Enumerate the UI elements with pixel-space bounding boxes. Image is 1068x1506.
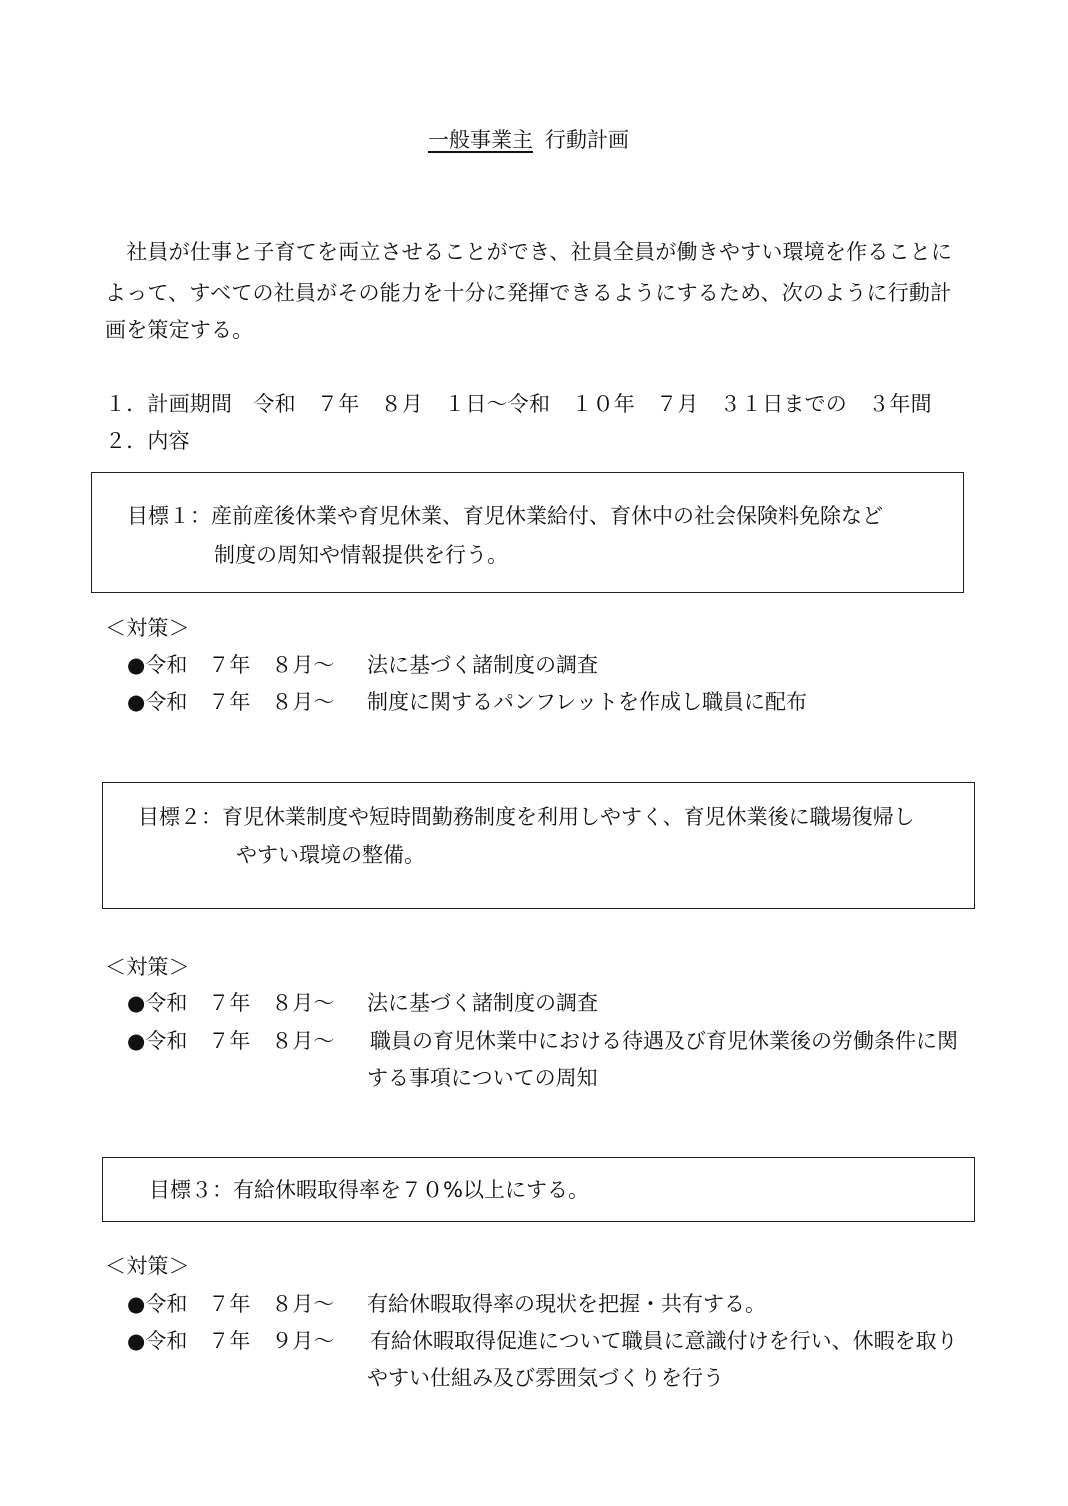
goal-box [102, 782, 975, 909]
goal-line: 目標２：育児休業制度や短時間勤務制度を利用しやすく、育児休業後に職場復帰し [138, 805, 915, 829]
intro-line: 画を策定する。 [105, 318, 254, 342]
measure-text: やすい仕組み及び雰囲気づくりを行う [367, 1366, 724, 1390]
measure-date: ●令和 ７年 ９月～ [127, 1329, 335, 1353]
goal-line: 目標１：産前産後休業や育児休業、育児休業給付、育休中の社会保険料免除など [127, 504, 883, 528]
measure-text: 法に基づく諸制度の調査 [367, 991, 598, 1015]
measure-date: ●令和 ７年 ８月～ [127, 1029, 335, 1053]
measures-heading: ＜対策＞ [105, 1254, 190, 1278]
measure-date: ●令和 ７年 ８月～ [127, 1292, 335, 1316]
content-heading: ２．内容 [105, 429, 190, 453]
measure-text: 有給休暇取得促進について職員に意識付けを行い、休暇を取り [370, 1329, 958, 1353]
measure-date: ●令和 ７年 ８月～ [127, 690, 335, 714]
measure-text: 制度に関するパンフレットを作成し職員に配布 [367, 690, 807, 714]
intro-line: よって、すべての社員がその能力を十分に発揮できるようにするため、次のように行動計 [105, 281, 952, 305]
measure-text: 職員の育児休業中における待遇及び育児休業後の労働条件に関 [370, 1029, 958, 1053]
page-title [428, 130, 629, 151]
measure-text: する事項についての周知 [367, 1066, 598, 1090]
goal-line: 制度の周知や情報提供を行う。 [214, 543, 508, 567]
intro-line: 社員が仕事と子育てを両立させることができ、社員全員が働きやすい環境を作ることに [105, 240, 953, 264]
measure-text: 有給休暇取得率の現状を把握・共有する。 [367, 1292, 766, 1316]
measures-heading: ＜対策＞ [105, 616, 190, 640]
measures-heading: ＜対策＞ [105, 955, 190, 979]
plan-period: １．計画期間 令和 ７年 ８月 １日～令和 １０年 ７月 ３１日までの ３年間 [105, 392, 932, 416]
title-underlined: 一般事業主 [428, 128, 533, 152]
goal-line: 目標３：有給休暇取得率を７０%以上にする。 [149, 1178, 589, 1202]
goal-box [91, 472, 964, 593]
goal-line: やすい環境の整備。 [236, 843, 425, 867]
goal-box [102, 1157, 975, 1222]
measure-text: 法に基づく諸制度の調査 [367, 653, 598, 677]
measure-date: ●令和 ７年 ８月～ [127, 653, 335, 677]
title-rest: 行動計画 [545, 128, 629, 152]
measure-date: ●令和 ７年 ８月～ [127, 991, 335, 1015]
